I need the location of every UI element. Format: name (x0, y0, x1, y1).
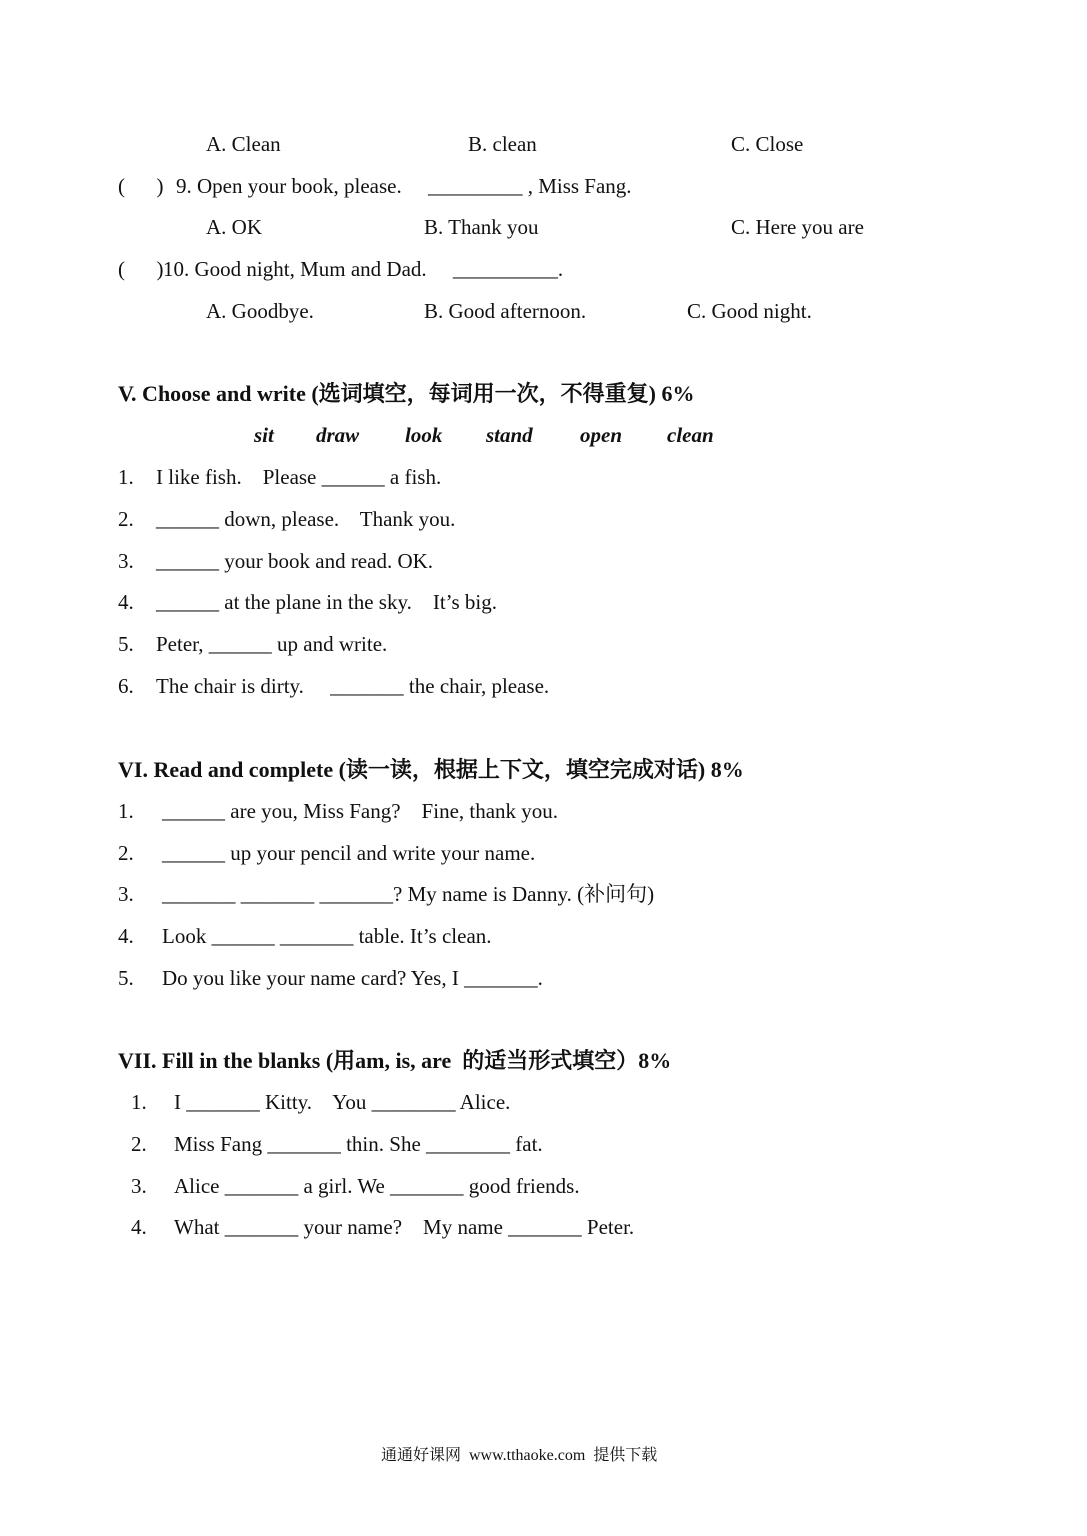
q9-option-c: C. Here you are (731, 215, 864, 239)
question-text: I _______ Kitty. You ________ Alice. (174, 1090, 511, 1114)
q9-stem: 9. Open your book, please. _________ , Miss Fang. (176, 174, 632, 198)
q10-answer-bracket: ( ) (118, 257, 164, 281)
question-text: ______ at the plane in the sky. It’s big. (156, 590, 498, 614)
q8-option-c: C. Close (731, 132, 804, 156)
item-number: 5. (118, 632, 134, 656)
word-bank-item: draw (316, 423, 360, 447)
item-number: 2. (131, 1132, 147, 1156)
question-text: ______ up your pencil and write your name. (162, 841, 536, 865)
item-number: 1. (131, 1090, 147, 1114)
q10-option-a: A. Goodbye. (206, 299, 314, 323)
question-text: I like fish. Please ______ a fish. (156, 465, 442, 489)
question-text: _______ _______ _______? My name is Danny. (补问句) (162, 882, 655, 906)
item-number: 3. (118, 549, 134, 573)
question-text: ______ are you, Miss Fang? Fine, thank you. (162, 799, 559, 823)
word-bank-item: sit (254, 423, 274, 447)
question-text: The chair is dirty. _______ the chair, please. (156, 674, 550, 698)
section-6-title: VI. Read and complete (读一读，根据上下文，填空完成对话) 8% (118, 757, 744, 782)
word-bank-item: open (580, 423, 622, 447)
item-number: 2. (118, 507, 134, 531)
question-text: Peter, ______ up and write. (156, 632, 388, 656)
item-number: 6. (118, 674, 134, 698)
word-bank-item: clean (667, 423, 714, 447)
question-text: Do you like your name card? Yes, I _______. (162, 966, 543, 990)
item-number: 4. (118, 924, 134, 948)
section-7-title: VII. Fill in the blanks (用am, is, are 的适当形式填空）8% (118, 1048, 672, 1073)
item-number: 2. (118, 841, 134, 865)
item-number: 3. (118, 882, 134, 906)
item-number: 3. (131, 1174, 147, 1198)
q9-option-a: A. OK (206, 215, 262, 239)
item-number: 4. (118, 590, 134, 614)
item-number: 1. (118, 799, 134, 823)
question-text: Alice _______ a girl. We _______ good friends. (174, 1174, 580, 1198)
question-text: Look ______ _______ table. It’s clean. (162, 924, 492, 948)
q9-answer-bracket: ( ) (118, 174, 164, 198)
question-text: Miss Fang _______ thin. She ________ fat. (174, 1132, 543, 1156)
word-bank-item: stand (486, 423, 533, 447)
question-text: ______ your book and read. OK. (156, 549, 434, 573)
question-text: What _______ your name? My name _______ Peter. (174, 1215, 635, 1239)
q8-option-a: A. Clean (206, 132, 281, 156)
footer-credit: 通通好课网 www.tthaoke.com 提供下载 (381, 1447, 658, 1464)
item-number: 1. (118, 465, 134, 489)
item-number: 4. (131, 1215, 147, 1239)
q10-option-c: C. Good night. (687, 299, 812, 323)
question-text: ______ down, please. Thank you. (156, 507, 456, 531)
q10-stem: 10. Good night, Mum and Dad. __________. (163, 257, 564, 281)
q8-option-b: B. clean (468, 132, 537, 156)
item-number: 5. (118, 966, 134, 990)
q10-option-b: B. Good afternoon. (424, 299, 587, 323)
word-bank-item: look (405, 423, 443, 447)
q9-option-b: B. Thank you (424, 215, 539, 239)
section-5-title: V. Choose and write (选词填空，每词用一次，不得重复) 6% (118, 381, 695, 406)
